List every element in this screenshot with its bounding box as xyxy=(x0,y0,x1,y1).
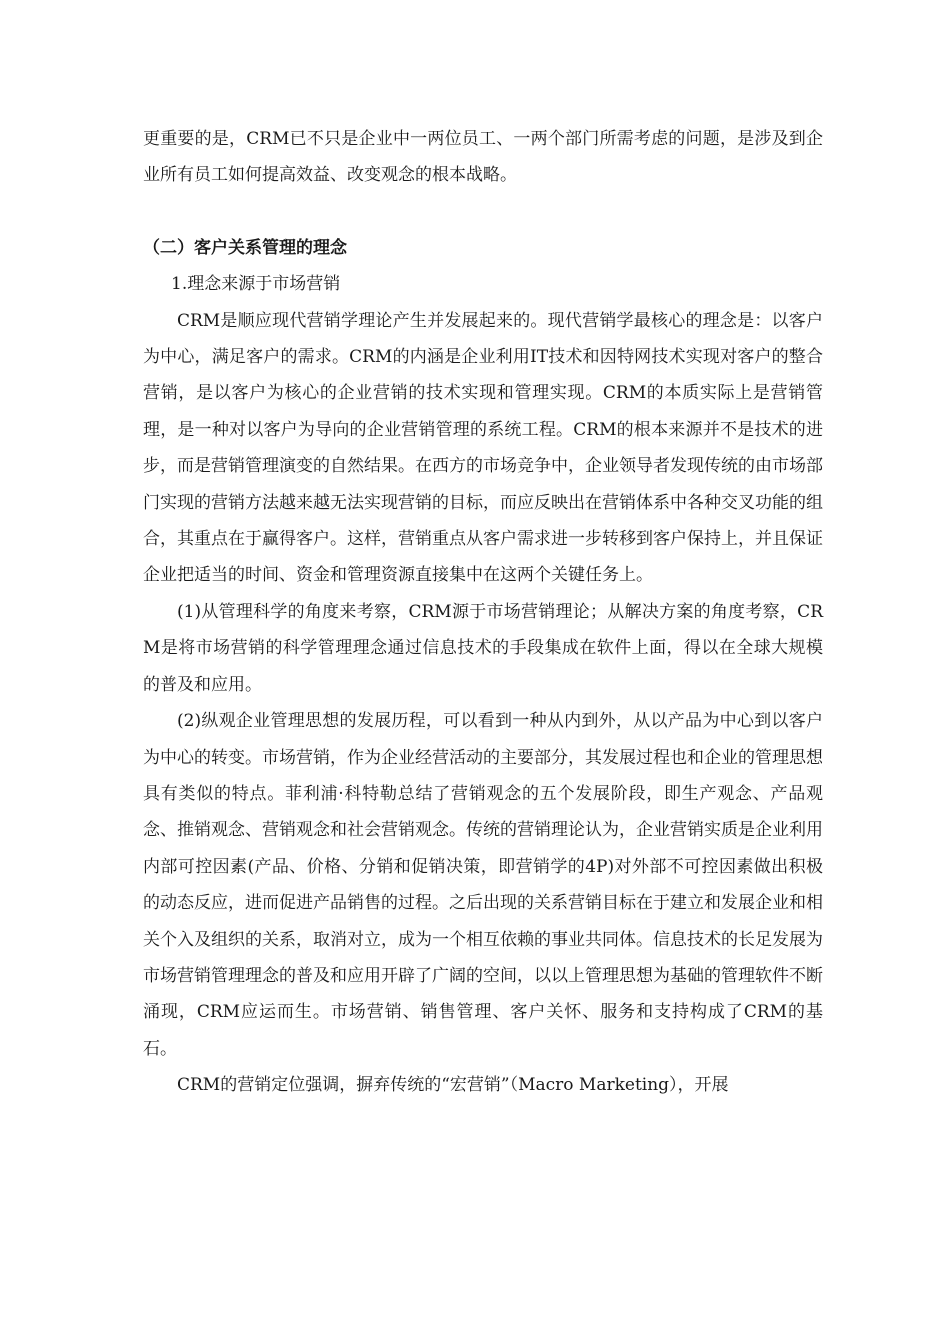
document-body xyxy=(143,121,823,1104)
body-paragraph: CRM的营销定位强调，摒弃传统的“宏营销”（Macro Marketing），开展 xyxy=(177,1075,729,1096)
body-paragraph: CRM是顺应现代营销学理论产生并发展起来的。现代营销学最核心的理念是：以客户为中心，满足客户的需求。CRM的内涵是企业利用IT技术和因特网技术实现对客户的整合营销，是以客户为核心的企业营销的技术实现和管理实现。CRM的本质实际上是营销管理，是一种对以客户为导向的企业营销管理的系统工程。CRM的根本来源并不是技术的进步，而是营销管理演变的自然结果。在西方的市场竞争中，企业领导者发现传统的由市场部门实现的营销方法越来越无法实现营销的目标，而应反映出在营销体系中各种交叉功能的组合，其重点在于赢得客户。这样，营销重点从客户需求进一步转移到客户保持上，并且保证企业把适当的时间、资金和管理资源直接集中在这两个关键任务上。 xyxy=(143,310,823,586)
body-paragraph: (1)从管理科学的角度来考察，CRM源于市场营销理论；从解决方案的角度考察，CRM是将市场营销的科学管理理念通过信息技术的手段集成在软件上面，得以在全球大规模的普及和应用。 xyxy=(143,601,823,695)
body-paragraph: (2)纵观企业管理思想的发展历程，可以看到一种从内到外，从以产品为中心到以客户为中心的转变。市场营销，作为企业经营活动的主要部分，其发展过程也和企业的管理思想具有类似的特点。菲利浦·科特勒总结了营销观念的五个发展阶段，即生产观念、产品观念、推销观念、营销观念和社会营销观念。传统的营销理论认为，企业营销实质是企业利用内部可控因素(产品、价格、分销和促销决策，即营销学的4P)对外部不可控因素做出积极的动态反应，进而促进产品销售的过程。之后出现的关系营销目标在于建立和发展企业和相关个入及组织的关系，取消对立，成为一个相互依赖的事业共同体。信息技术的长足发展为市场营销管理理念的普及和应用开辟了广阔的空间，以以上管理思想为基础的管理软件不断涌现，CRM应运而生。市场营销、销售管理、客户关怀、服务和支持构成了CRM的基石。 xyxy=(143,711,823,1059)
subsection-heading: 1.理念来源于市场营销 xyxy=(171,274,341,295)
intro-paragraph: 更重要的是，CRM已不只是企业中一两位员工、一两个部门所需考虑的问题，是涉及到企业所有员工如何提高效益、改变观念的根本战略。 xyxy=(143,129,823,186)
section-spacer xyxy=(143,194,823,230)
section-heading: （二）客户关系管理的理念 xyxy=(143,237,347,258)
